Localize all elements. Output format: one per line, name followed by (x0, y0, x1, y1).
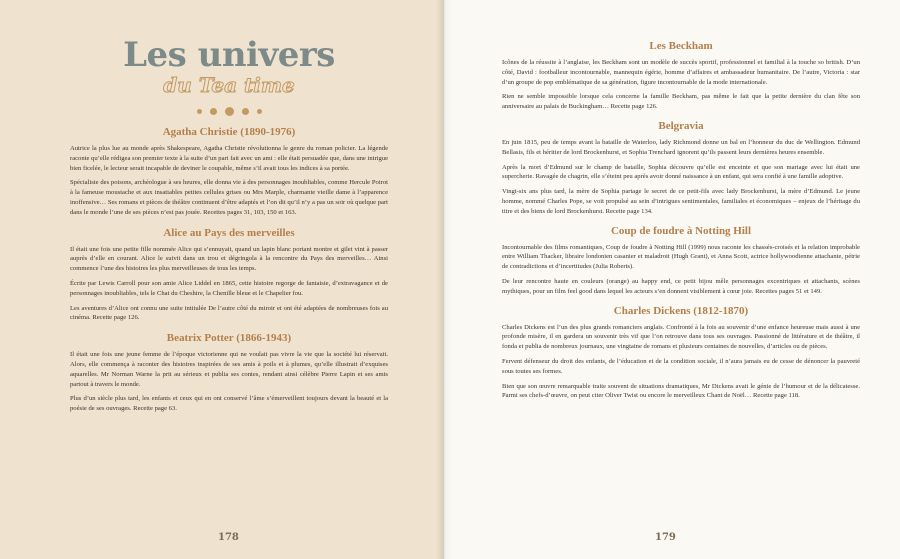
section-notting-hill (502, 225, 860, 297)
section-heading: Beatrix Potter (1866-1943) (166, 332, 292, 345)
section-agatha-christie (70, 126, 388, 218)
section-paragraph: En juin 1815, peu de temps avant la bataille de Waterloo, lady Richmond donne un bal en l’honneur du duc de Wellington. Edmund Bellasis, fils et héritier de lord Brockenhurst, et Sophia Trenchard ignorent qu’ils passent leurs dernières heures ensemble. (502, 138, 860, 156)
chapter-title-block (70, 36, 388, 96)
section-paragraph: Écrite par Lewis Carroll pour son amie Alice Liddel en 1865, cette histoire regorge de fantaisie, d’extravagance et de personnages inoubliables, tels le Chat du Cheshire, la Chenille bleue et le Chapelier fou. (70, 279, 388, 297)
page-number: 179 (655, 532, 676, 543)
section-paragraph: Il était une fois une petite fille nommée Alice qui s’ennuyait, quand un lapin blanc portant montre et gilet vint à passer auprès d’elle en courant. Alice le suivit dans un trou et dégringola à la rencontre du Pays des merveilles… Ainsi commence l’une des histoires les plus merveilleuses de tous les temps. (70, 245, 388, 273)
section-alice (70, 227, 388, 324)
section-paragraph: Plus d’un siècle plus tard, les enfants et ceux qui en ont conservé l’âme s’émerveillent toujours devant la beauté et la poésie de ses ouvrages. Recette page 63. (70, 395, 388, 413)
left-page (0, 0, 444, 559)
section-heading: Charles Dickens (1812-1870) (613, 304, 749, 317)
dot-ornament (210, 108, 217, 115)
section-paragraph: Spécialiste des poisons, archéologue à ses heures, elle donna vie à des personnages inoubliables, comme Hercule Poirot à la fameuse moustache et aux insatiables petites cellules grises ou Mrs Marple, charmante vieille dame à l’apparence inoffensive… Ses romans et pièces de théâtre continuent d’être adaptés et l’on dit qu’il n’y a pas un soir où quelque part dans le monde l’une de ses pièces n’est pas jouée. Recettes pages 31, 103, 150 et 163. (70, 179, 388, 216)
section-paragraph: De leur rencontre haute en couleurs (orange) au happy end, ce petit bijou mêle personnages excentriques et attachants, scènes mythiques, pour un film feel good dans lequel les acteurs s’en donnent visiblement à cœur joie. Recettes pages 51 et 149. (502, 277, 860, 295)
section-paragraph: Icônes de la réussite à l’anglaise, les Beckham sont un modèle de succès sportif, professionnel et familial à la touche so british. D’un côté, David : footballeur incontournable, mannequin égérie, homme d’affaires et ambassadeur humanitaire. De l’autre, Victoria : star d’un groupe de pop emblématique de sa génération, figure incontournable de la mode internationale. (502, 59, 860, 86)
page-number: 178 (218, 532, 239, 543)
section-heading: Agatha Christie (1890-1976) (162, 126, 296, 138)
section-paragraph: Fervent défenseur du droit des enfants, de l’éducation et de la condition sociale, il n’aura jamais eu de cesse de dénoncer la pauvreté sous toutes ses formes. (502, 357, 860, 375)
section-paragraph: Incontournable des films romantiques, Coup de foudre à Notting Hill (1999) nous raconte les chassés-croisés et la relation improbable entre William Thacker, libraire londonien casanier et maladroit (Hugh Grant), et Anna Scott, actrice hollywoodienne attachante, pétrie de contradictions et d’incertitudes (Julia Roberts). (502, 243, 860, 271)
decorative-dots (70, 106, 388, 116)
section-paragraph: Autrice la plus lue au monde après Shakespeare, Agatha Christie révolutionna le genre du roman policier. La légende raconte qu’elle rédigea son premier texte à la suite d’un pari fait avec un ami : elle était persuadée que, dans une intrigue bien ficelée, le lecteur serait incapable de deviner le coupable, même s’il avait tous les indices à sa portée. (70, 145, 389, 172)
section-paragraph: Charles Dickens est l’un des plus grands romanciers anglais. Confronté à la fois au souvenir d’une enfance heureuse mais aussi à une profonde misère, il en gardera un souvenir très vif que l’on retrouve dans tous ses ouvrages. Passionné de littérature et de théâtre, il fonda et publia de nombreux journaux, une vingtaine de romans et plusieurs centaines de nouvelles, d’articles ou de pièces. (502, 323, 860, 351)
section-paragraph: Bien que son œuvre remarquable traite souvent de situations dramatiques, Mr Dickens avait le génie de l’humour et de la délicatesse. Parmi ses chefs-d’œuvre, on peut citer Oliver Twist ou encore le merveilleux Chant de Noël… Recette page 118. (502, 382, 860, 400)
section-heading: Belgravia (658, 119, 704, 132)
section-paragraph: Vingt-six ans plus tard, la mère de Sophia partage le secret de ce petit-fils avec lady Brockenhurst, la mère d’Edmund. Le jeune homme, nommé Charles Pope, se voit propulsé au sein d’intrigues sentimentales, familiales et économiques – enjeux de l’héritage du titre et des biens de lord Brockenhurst. Recette page 134. (502, 188, 860, 215)
section-belgravia (502, 120, 860, 217)
section-paragraph: Les aventures d’Alice ont connu une suite intitulée De l’autre côté du miroir et ont été adaptées de nombreuses fois au cinéma. Recette page 126. (70, 304, 388, 322)
chapter-title: Les univers (123, 35, 335, 75)
section-paragraph: Rien ne semble impossible lorsque cela concerne la famille Beckham, pas même le fait que la petite dernière du clan fête son anniversaire au palais de Buckingham… Recette page 126. (502, 93, 860, 111)
section-paragraph: Après la mort d’Edmund sur le champ de bataille, Sophia découvre qu’elle est enceinte et que son mariage avec lui était une supercherie. Ravagée de chagrin, elle s’éteint peu après avoir donné naissance à un enfant, qui sera confié à une famille adoptive. (502, 163, 860, 181)
section-paragraph: Il était une fois une jeune femme de l’époque victorienne qui ne voulait pas vivre la vie que la société lui réservait. Alors, elle commença à raconter des histoires inspirées de ses amis à poils et à plumes, qu’elle illustrait d’exquises aquarelles. Mr Norman Warne la prit au sérieux et publia ses contes, rendant ainsi célèbre Pierre Lapin et ses amis partout à travers le monde. (70, 351, 388, 388)
section-heading: Les Beckham (649, 40, 713, 52)
right-page (444, 0, 900, 559)
section-heading: Coup de foudre à Notting Hill (610, 224, 752, 237)
dot-ornament (225, 107, 234, 116)
dot-ornament (242, 108, 249, 115)
section-charles-dickens (502, 305, 860, 402)
section-heading: Alice au Pays des merveilles (163, 226, 295, 239)
dot-ornament (197, 109, 202, 114)
section-beatrix-potter (70, 332, 388, 414)
chapter-subtitle: du Tea time (163, 73, 295, 97)
dot-ornament (257, 109, 262, 114)
section-beckham (502, 40, 860, 112)
